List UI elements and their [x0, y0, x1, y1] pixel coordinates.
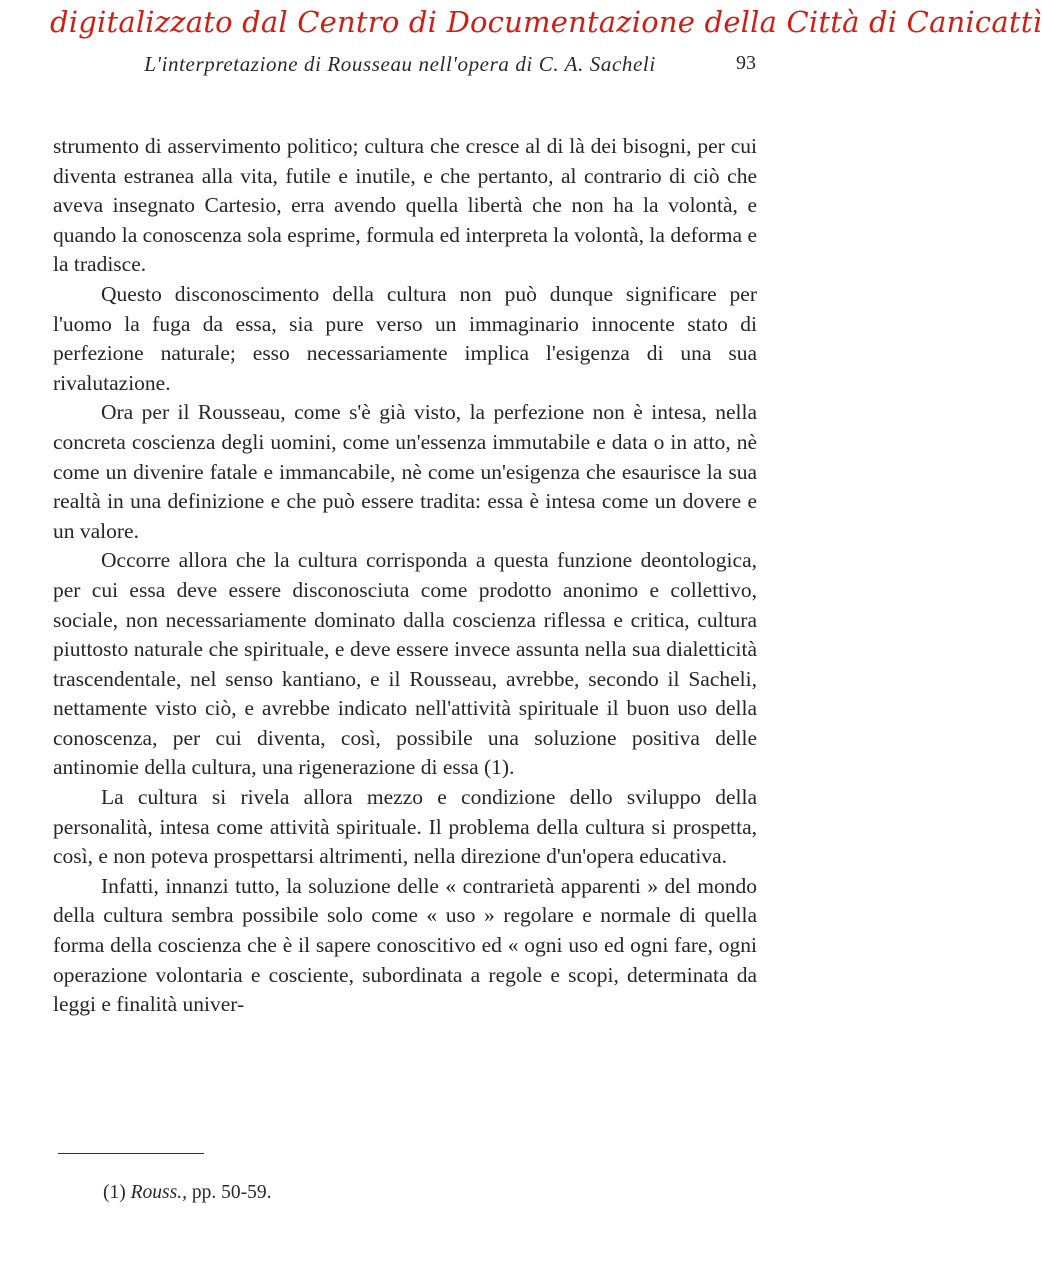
footnote-marker: (1)	[103, 1182, 126, 1203]
page-number: 93	[736, 52, 756, 74]
footnote-divider	[58, 1153, 204, 1154]
digitization-watermark: digitalizzato dal Centro di Documentazione della Città di Canicattì	[50, 0, 790, 44]
paragraph: Ora per il Rousseau, come s'è già visto, la perfezione non è intesa, nella concreta coscienza degli uomini, come un'essenza immutabile e data o in atto, nè come un divenire fatale e immancabile, nè come un'esigenza che esaurisce la sua realtà in una definizione e che può essere tradita: essa è intesa come un dovere e un valore.	[53, 400, 757, 543]
running-title: L'interpretazione di Rousseau nell'opera di C. A. Sacheli	[144, 52, 656, 76]
paragraph: strumento di asservimento politico; cultura che cresce al di là dei bisogni, per cui diventa estranea alla vita, futile e inutile, e che pertanto, al contrario di ciò che aveva insegnato Cartesio, erra avendo quella libertà che non ha la volontà, e quando la conoscenza sola esprime, formula ed interpreta la volontà, la deforma e la tradisce.	[53, 134, 757, 277]
paragraph: La cultura si rivela allora mezzo e condizione dello sviluppo della personalità, intesa come attività spirituale. Il problema della cultura si prospetta, così, e non poteva prospettarsi altrimenti, nella direzione d'un'opera educativa.	[53, 785, 757, 869]
paragraph: Infatti, innanzi tutto, la soluzione delle « contrarietà apparenti » del mondo della cultura sembra possibile solo come « uso » regolare e normale di quella forma della coscienza che è il sapere conoscitivo ed « ogni uso ed ogni fare, ogni operazione volontaria e cosciente, subordinata a regole e scopi, determinata da leggi e finalità univer-	[53, 873, 757, 1017]
footnote-pages: pp. 50-59.	[191, 1182, 272, 1203]
footnote-source: Rouss.,	[130, 1182, 187, 1203]
footnote	[103, 1182, 271, 1204]
paragraph: Occorre allora che la cultura corrisponda a questa funzione deontologica, per cui essa deve essere disconosciuta come prodotto anonimo e collettivo, sociale, non necessariamente dominato dalla coscienza riflessa e critica, cultura piuttosto naturale che spirituale, e deve essere invece assunta nella sua dialetticità trascendentale, nel senso kantiano, e il Rousseau, avrebbe, secondo il Sacheli, nettamente visto ciò, e avrebbe indicato nell'attività spirituale il buon uso della conoscenza, per cui diventa, così, possibile una soluzione positiva delle antinomie della cultura, una rigenerazione di essa (1).	[53, 548, 757, 780]
body-text	[53, 132, 757, 1020]
paragraph: Questo disconoscimento della cultura non può dunque significare per l'uomo la fuga da essa, sia pure verso un immaginario innocente stato di perfezione naturale; esso necessariamente implica l'esigenza di una sua rivalutazione.	[53, 281, 757, 395]
